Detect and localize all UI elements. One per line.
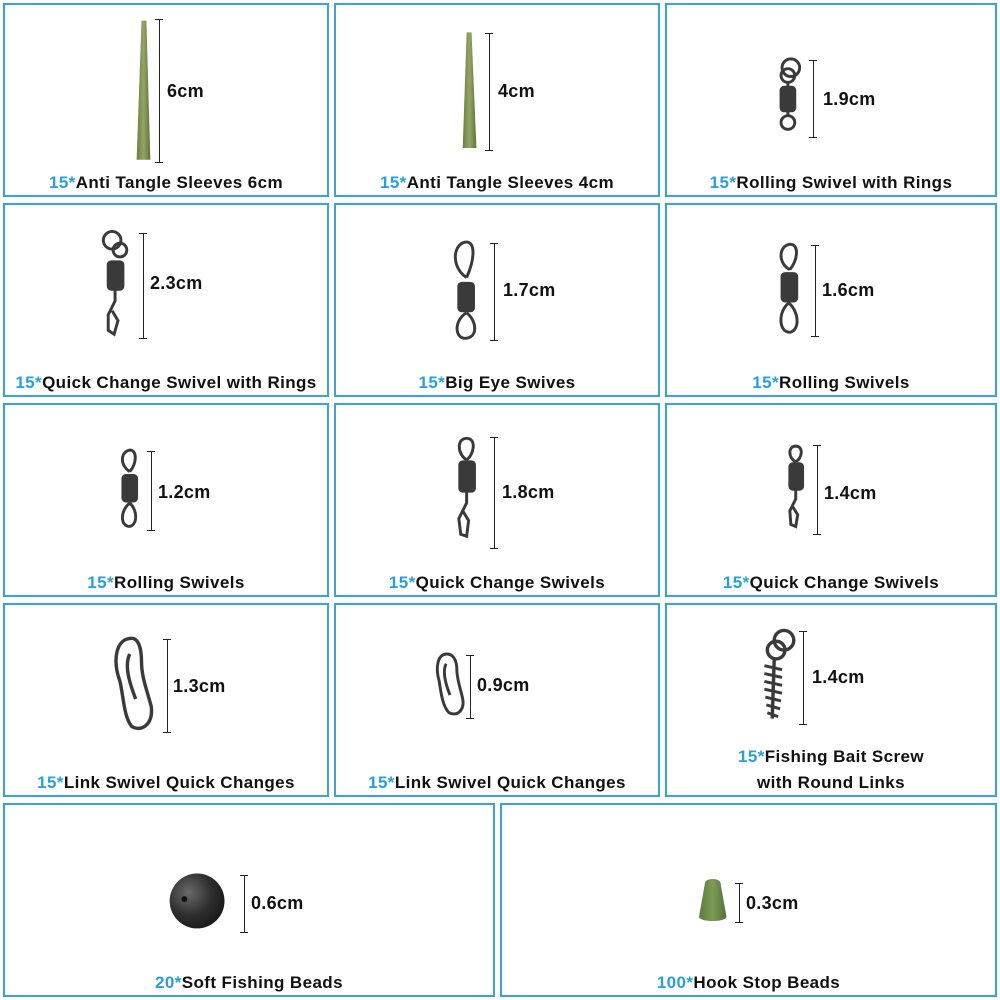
quick-change-swivel-icon — [336, 405, 658, 595]
product-caption — [667, 571, 995, 595]
size-label: 1.7cm — [503, 280, 556, 300]
size-label: 1.4cm — [824, 483, 877, 503]
anti-tangle-sleeve-icon — [336, 5, 658, 195]
product-cell-rolling-swivel-1-2cm — [3, 403, 329, 597]
product-name: Hook Stop Beads — [693, 973, 841, 992]
size-indicator — [739, 883, 740, 923]
product-caption — [667, 745, 995, 769]
quantity-label: 15* — [15, 373, 43, 392]
size-label: 0.3cm — [746, 893, 799, 913]
product-cell-rolling-swivel-1-6cm — [665, 203, 997, 397]
product-name: Anti Tangle Sleeves 4cm — [406, 173, 615, 192]
size-indicator — [151, 451, 152, 531]
product-name: Quick Change Swivel with Rings — [42, 373, 317, 392]
size-label: 1.8cm — [502, 482, 555, 502]
quantity-label: 20* — [155, 973, 182, 992]
product-caption — [5, 571, 327, 595]
soft-bead-icon — [5, 805, 493, 995]
size-indicator — [817, 445, 818, 535]
product-cell-big-eye-swivel — [334, 203, 660, 397]
product-cell-quick-change-swivel-1-4cm — [665, 403, 997, 597]
product-caption — [336, 171, 658, 195]
anti-tangle-sleeve-icon — [5, 5, 327, 195]
size-indicator — [470, 655, 471, 719]
product-caption — [667, 171, 995, 195]
product-caption — [5, 171, 327, 195]
size-indicator — [494, 243, 495, 341]
product-cell-quick-change-swivel-1-8cm — [334, 403, 660, 597]
product-caption — [667, 371, 995, 395]
quantity-label: 15* — [709, 173, 737, 192]
size-indicator — [167, 639, 168, 733]
size-label: 1.2cm — [158, 482, 211, 502]
quick-change-swivel-with-rings-icon — [5, 205, 327, 395]
product-caption — [5, 771, 327, 795]
size-indicator — [489, 33, 490, 151]
quantity-label: 100* — [656, 973, 694, 992]
link-swivel-icon — [336, 605, 658, 795]
size-label: 1.9cm — [823, 89, 876, 109]
link-swivel-icon — [5, 605, 327, 795]
big-eye-swivel-icon — [336, 205, 658, 395]
product-caption-line-2 — [667, 771, 995, 795]
quantity-label: 15* — [37, 773, 64, 792]
product-name: Fishing Bait Screw — [764, 747, 925, 766]
size-label: 2.3cm — [150, 273, 203, 293]
product-name: Quick Change Swivels — [749, 573, 940, 592]
size-indicator — [803, 631, 804, 725]
product-name: Big Eye Swives — [445, 373, 576, 392]
size-label: 1.6cm — [822, 280, 875, 300]
size-indicator — [244, 875, 245, 933]
product-name: Link Swivel Quick Changes — [394, 773, 626, 792]
size-label: 1.4cm — [812, 667, 865, 687]
product-cell-anti-tangle-sleeve-6cm — [3, 3, 329, 197]
product-caption — [502, 971, 995, 995]
product-name: Rolling Swivels — [779, 373, 910, 392]
quantity-label: 15* — [752, 373, 780, 392]
product-cell-anti-tangle-sleeve-4cm — [334, 3, 660, 197]
size-label: 4cm — [498, 81, 535, 101]
product-name: Link Swivel Quick Changes — [63, 773, 295, 792]
size-label: 6cm — [167, 81, 204, 101]
product-cell-bait-screw — [665, 603, 997, 797]
quantity-label: 15* — [48, 173, 76, 192]
product-name: Rolling Swivels — [114, 573, 245, 592]
size-indicator — [159, 19, 160, 163]
size-label: 0.9cm — [477, 675, 530, 695]
size-indicator — [815, 245, 816, 337]
product-cell-quick-change-swivel-with-rings — [3, 203, 329, 397]
product-caption — [5, 371, 327, 395]
product-caption — [336, 571, 658, 595]
product-cell-hook-stop-beads — [500, 803, 997, 997]
size-indicator — [813, 60, 814, 138]
product-name: Soft Fishing Beads — [181, 973, 343, 992]
product-name: Rolling Swivel with Rings — [736, 173, 953, 192]
quantity-label: 15* — [379, 173, 407, 192]
product-name-line-2: with Round Links — [756, 773, 906, 792]
product-cell-link-swivel-0-9cm — [334, 603, 660, 797]
product-caption — [336, 371, 658, 395]
quantity-label: 15* — [737, 747, 765, 766]
product-cell-link-swivel-1-3cm — [3, 603, 329, 797]
quantity-label: 15* — [722, 573, 750, 592]
size-label: 1.3cm — [173, 676, 226, 696]
size-indicator — [143, 233, 144, 339]
size-label: 0.6cm — [251, 893, 304, 913]
product-name: Quick Change Swivels — [415, 573, 606, 592]
product-cell-rolling-swivel-with-rings — [665, 3, 997, 197]
product-caption — [5, 971, 493, 995]
quantity-label: 15* — [388, 573, 416, 592]
quantity-label: 15* — [368, 773, 395, 792]
product-caption — [336, 771, 658, 795]
size-indicator — [494, 437, 495, 549]
product-name: Anti Tangle Sleeves 6cm — [75, 173, 284, 192]
quantity-label: 15* — [418, 373, 446, 392]
quantity-label: 15* — [87, 573, 115, 592]
product-cell-soft-fishing-beads — [3, 803, 495, 997]
